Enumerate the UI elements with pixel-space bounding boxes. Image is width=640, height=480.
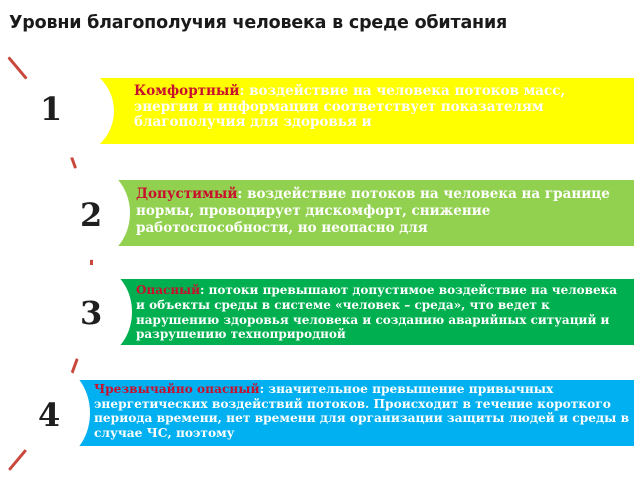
level-1-text [134,84,624,140]
level-4-text [94,382,630,444]
level-3-text [136,283,628,343]
level-2-label: Допустимый [136,186,238,202]
level-2-description: : воздействие потоков на человека на границе нормы, провоцирует дискомфорт, снижение работоспособности, но неопасно для [136,186,610,236]
level-1-circle [16,64,114,158]
arc-dash [8,449,27,471]
level-1-description: : воздействие на человека потоков масс, энергии и информации соответствует показателям благополучия для здоровья и [134,84,566,130]
level-2-number: 2 [80,196,103,234]
page-title: Уровни благополучия человека в среде обитания [9,13,508,33]
level-4-number: 4 [38,396,61,434]
level-4-label: Чрезвычайно опасный [94,382,260,396]
level-3-number: 3 [80,294,103,332]
level-2-text [136,186,628,242]
level-1-number: 1 [40,90,63,128]
arc-dash [7,56,27,79]
level-3-description: : потоки превышают допустимое воздействие на человека и объекты среды в системе «человек – среда», что ведет к нарушению здоровья человека и созданию аварийных ситуаций и разрушению техноприродной [136,283,618,342]
level-3-label: Опасный [136,283,201,297]
level-1-label: Комфортный [134,84,240,99]
level-4-description: : значительное превышение привычных энергетических воздействий потоков. Происходит в течение короткого периода времени, нет времени для организации защиты людей и среды в случае ЧС, поэтому [94,382,630,440]
